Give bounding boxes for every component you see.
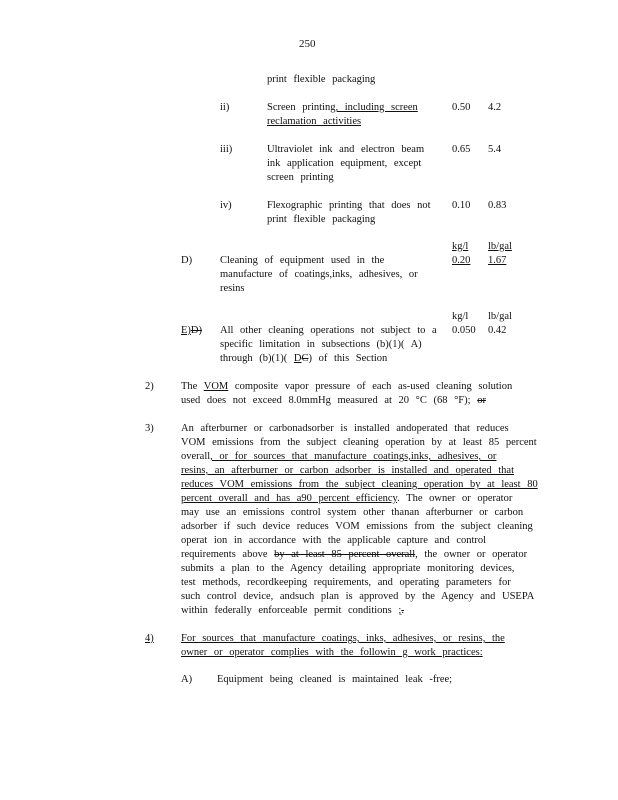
para-4-line1: For sources that manufacture coatings, inks, adhesives, or resins, the bbox=[181, 633, 505, 644]
para-3-line14 bbox=[181, 604, 404, 618]
para-3-line10-b: , the owner or operator bbox=[415, 549, 528, 560]
para-3-label: 3) bbox=[145, 423, 154, 434]
units-kg-header-e: kg/l bbox=[452, 311, 469, 322]
item-d-label: D) bbox=[181, 255, 193, 266]
para-3-line13: such control device, andsuch plan is approved by the Agency and USEPA bbox=[181, 591, 535, 602]
para-3-line3 bbox=[181, 450, 496, 464]
para-3-line3-a: overall bbox=[181, 451, 211, 462]
item-d-line1: Cleaning of equipment used in the bbox=[220, 255, 385, 266]
item-iv-line1: Flexographic printing that does not bbox=[267, 200, 431, 211]
item-e-label bbox=[181, 324, 202, 338]
para-2-line1-a: The bbox=[181, 381, 204, 392]
para-3-line10-a: requirements above bbox=[181, 549, 275, 560]
item-e-line3 bbox=[220, 352, 387, 366]
para-3-line14-a: within federally enforceable permit conditions bbox=[181, 605, 399, 616]
item-ii-text-b-inserted: , including screen bbox=[335, 102, 418, 113]
para-3-line3-inserted: , or for sources that manufacture coatings,inks, adhesives, or bbox=[210, 451, 497, 462]
item-iv-line2: print flexible packaging bbox=[267, 214, 376, 225]
item-iii-line1: Ultraviolet ink and electron beam bbox=[267, 144, 425, 155]
item-iv-value-lb: 0.83 bbox=[488, 200, 507, 211]
item-ii-text-line2: reclamation activities bbox=[267, 116, 362, 127]
item-iii-label: iii) bbox=[220, 144, 233, 155]
item-a-label: A) bbox=[181, 674, 193, 685]
item-e-label-new: E) bbox=[181, 325, 191, 336]
para-4-line2: owner or operator complies with the followin g work practices: bbox=[181, 647, 483, 658]
item-ii-value-kg: 0.50 bbox=[452, 102, 471, 113]
para-2-line1-vom: VOM bbox=[203, 381, 229, 392]
item-d-value-lb: 1.67 bbox=[488, 255, 507, 266]
para-3-line5: reduces VOM emissions from the subject cleaning operation by at least 80 bbox=[181, 479, 538, 490]
item-e-value-kg: 0.050 bbox=[452, 325, 476, 336]
para-3-line14-new: ; bbox=[398, 605, 402, 616]
para-2-line1 bbox=[181, 380, 512, 394]
para-2-line2-old: or bbox=[477, 395, 486, 406]
item-a-text: Equipment being cleaned is maintained leak -free; bbox=[217, 674, 453, 685]
para-3-line6 bbox=[181, 492, 512, 506]
para-3-line9: operat ion in accordance with the applicable capture and control bbox=[181, 535, 487, 546]
para-2-label: 2) bbox=[145, 381, 154, 392]
item-e-line2: specific limitation in subsections (b)(1)( A) bbox=[220, 339, 422, 350]
para-3-line10 bbox=[181, 548, 527, 562]
para-3-line2: VOM emissions from the subject cleaning operation by at least 85 percent bbox=[181, 437, 537, 448]
item-d-value-kg: 0.20 bbox=[452, 255, 471, 266]
para-2-line1-b: composite vapor pressure of each as-used cleaning solution bbox=[228, 381, 513, 392]
para-3-line4: resins, an afterburner or carbon adsorber is installed and operated that bbox=[181, 465, 515, 476]
item-ii-text-line1 bbox=[267, 101, 418, 115]
para-3-line1: An afterburner or carbonadsorber is installed andoperated that reduces bbox=[181, 423, 509, 434]
para-3-line12: test methods, recordkeeping requirements, and operating parameters for bbox=[181, 577, 511, 588]
item-iii-line3: screen printing bbox=[267, 172, 334, 183]
page-number: 250 bbox=[299, 38, 316, 50]
item-ii-text-a: Screen printing bbox=[267, 102, 336, 113]
item-ii-label: ii) bbox=[220, 102, 230, 113]
item-ii-value-lb: 4.2 bbox=[488, 102, 502, 113]
units-lb-header-d: lb/gal bbox=[488, 241, 512, 252]
para-3-line10-old: by at least 85 percent overall bbox=[274, 549, 416, 560]
item-d-line2: manufacture of coatings,inks, adhesives, or bbox=[220, 269, 418, 280]
para-2-line2 bbox=[181, 394, 486, 408]
item-e-line3-old: C bbox=[301, 353, 309, 364]
item-e-line3-new: D bbox=[293, 353, 302, 364]
item-e-line1: All other cleaning operations not subject to a bbox=[220, 325, 437, 336]
item-iv-label: iv) bbox=[220, 200, 232, 211]
item-iii-value-lb: 5.4 bbox=[488, 144, 502, 155]
item-iii-value-kg: 0.65 bbox=[452, 144, 471, 155]
item-e-value-lb: 0.42 bbox=[488, 325, 507, 336]
para-3-line6-inserted: percent overall and has a90 percent efficiency bbox=[181, 493, 398, 504]
para-2-line2-a: used does not exceed 8.0mmHg measured at 20 °C (68 °F); bbox=[181, 395, 471, 406]
item-e-line3-a: through (b)(1)( bbox=[220, 353, 288, 364]
para-4-label: 4) bbox=[145, 633, 154, 644]
item-d-line3: resins bbox=[220, 283, 245, 294]
para-3-line14-old: . bbox=[401, 605, 404, 616]
para-3-line7: may use an emissions control system other thanan afterburner or carbon bbox=[181, 507, 524, 518]
item-e-line3-b: ) of this Section bbox=[308, 353, 388, 364]
item-e-label-old: D) bbox=[190, 325, 203, 336]
para-3-line11: submits a plan to the Agency detailing appropriate monitoring devices, bbox=[181, 563, 515, 574]
units-kg-header-d: kg/l bbox=[452, 241, 469, 252]
para-3-line6-b: . The owner or operator bbox=[397, 493, 513, 504]
item-iii-line2: ink application equipment, except bbox=[267, 158, 422, 169]
units-lb-header-e: lb/gal bbox=[488, 311, 512, 322]
continued-line: print flexible packaging bbox=[267, 74, 376, 85]
item-iv-value-kg: 0.10 bbox=[452, 200, 471, 211]
para-3-line8: adsorber if such device reduces VOM emissions from the subject cleaning bbox=[181, 521, 533, 532]
